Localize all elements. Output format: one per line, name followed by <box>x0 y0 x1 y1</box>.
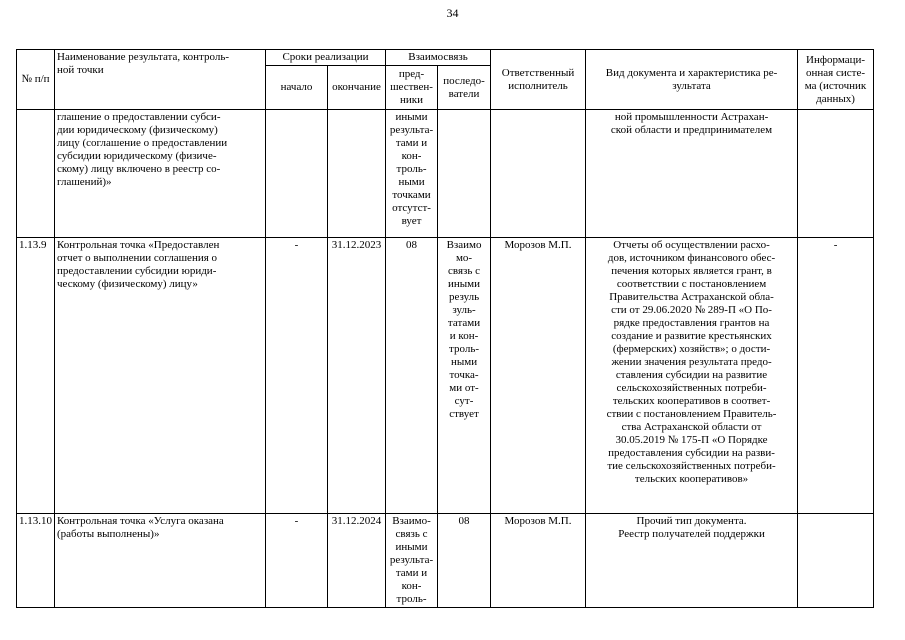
header-start: начало <box>266 66 328 110</box>
table-row <box>17 110 874 238</box>
header-responsible: Ответственный исполнитель <box>491 50 586 110</box>
header-doc: Вид документа и характеристика ре- зультата <box>586 50 798 110</box>
row-num: 1.13.10 <box>17 514 55 608</box>
row-successors: Взаимо мо- связь с иными резуль зуль- татами и кон- троль- ными точка- ми от- сут- ствует <box>438 238 491 514</box>
header-name: Наименование результата, контроль- ной точки <box>55 50 266 110</box>
row-responsible: Морозов М.П. <box>491 514 586 608</box>
row-name: глашение о предоставлении субси- дии юридическому (физическому) лицу (соглашение о предоставлении субсидии юридическому (физиче- скому) лицу включено в реестр со- глашений)» <box>55 110 266 238</box>
row-start: - <box>266 514 328 608</box>
row-name: Контрольная точка «Предоставлен отчет о выполнении соглашения о предоставлении субсидии юриди- ческому (физическому) лицу» <box>55 238 266 514</box>
table-row <box>17 514 874 608</box>
row-start: - <box>266 238 328 514</box>
row-doc: ной промышленности Астрахан- ской области и предпринимателем <box>586 110 798 238</box>
row-info <box>798 110 874 238</box>
row-num <box>17 110 55 238</box>
header-end: окончание <box>328 66 386 110</box>
header-successors: последо- ватели <box>438 66 491 110</box>
row-responsible <box>491 110 586 238</box>
header-info: Информаци- онная систе- ма (источник данных) <box>798 50 874 110</box>
header-predecessors: пред- шествен- ники <box>386 66 438 110</box>
row-num: 1.13.9 <box>17 238 55 514</box>
row-info <box>798 514 874 608</box>
row-end <box>328 110 386 238</box>
page-number: 34 <box>446 6 459 20</box>
results-table <box>16 49 874 608</box>
row-info: - <box>798 238 874 514</box>
row-start <box>266 110 328 238</box>
row-doc: Прочий тип документа. Реестр получателей поддержки <box>586 514 798 608</box>
header-link: Взаимосвязь <box>386 50 491 66</box>
header-num: № п/п <box>17 50 55 110</box>
row-predecessors: иными результа- тами и кон- троль- ными точками отсутст- вует <box>386 110 438 238</box>
row-predecessors: Взаимо- связь с иными результа- тами и кон- троль- <box>386 514 438 608</box>
row-responsible: Морозов М.П. <box>491 238 586 514</box>
row-successors: 08 <box>438 514 491 608</box>
row-successors <box>438 110 491 238</box>
table-row <box>17 238 874 514</box>
row-end: 31.12.2024 <box>328 514 386 608</box>
row-predecessors: 08 <box>386 238 438 514</box>
row-end: 31.12.2023 <box>328 238 386 514</box>
header-terms: Сроки реализации <box>266 50 386 66</box>
row-name: Контрольная точка «Услуга оказана (работы выполнены)» <box>55 514 266 608</box>
row-doc: Отчеты об осуществлении расхо- дов, источником финансового обес- печения которых является грант, в соответствии с постановлением Правительства Астраханской обла- сти от 29.06.2020 № 289-П «О По- рядке предоставления грантов на создание и развитие крестьянских (фермерских) хозяйств»; о дости- жении значения результата предо- ставления субсидии на развитие сельскохозяйственных потреби- тельских кооперативов в соответ- ствии с постановлением Правитель- ства Астраханской области от 30.05.2019 № 175-П «О Порядке предоставления субсидии на разви- тие сельскохозяйственных потреби- тельских кооперативов» <box>586 238 798 514</box>
header-row-1 <box>17 50 874 66</box>
